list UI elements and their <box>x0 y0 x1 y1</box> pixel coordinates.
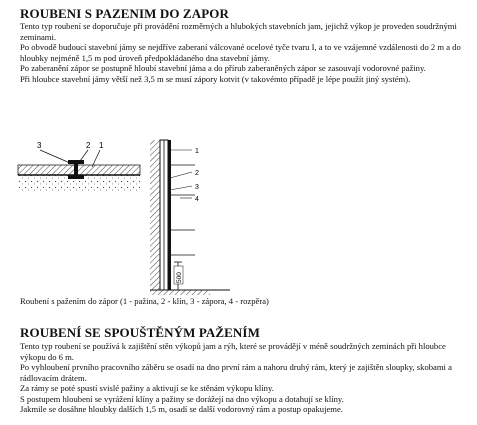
soil-band <box>18 165 140 175</box>
label-2-right: 2 <box>195 170 199 177</box>
paragraph: S postupem hloubení se vyrážení klíny a pažiny se dorážejí na dno výkopu a dotahují se klíny. <box>20 393 344 404</box>
label-1-right: 1 <box>195 148 199 155</box>
dimension-label: 500 <box>176 272 183 283</box>
plan-view <box>18 141 140 191</box>
paragraph: Při hloubce stavební jámy větší než 3,5 m se musí zápory kotvit (v takovémto případě je lépe použít jiný systém). <box>20 73 411 84</box>
section-title-1: ROUBENI S PAZENIM DO ZAPOR <box>20 6 229 21</box>
section-view <box>150 140 230 295</box>
paragraph: Po vyhloubení prvního pracovního záběru se osadí na dno první rám a nahoru druhý rám, který je zajištěn sloupky, skobami a rádlovacím drátem. <box>20 362 452 383</box>
label-3-right: 3 <box>195 184 199 191</box>
label-1: 1 <box>99 141 104 150</box>
paragraph: Za rámy se poté spustí svislé pažiny a aktivují se ke stěnám výkopu klíny. <box>20 383 274 393</box>
soil-wall <box>150 140 160 290</box>
i-beam-web <box>74 164 78 175</box>
paragraph: Po obvodě budoucí stavební jámy se nejdříve zaberaní válcované ocelové tyče tvaru I, a to ve vzájemné vzdálenosti do 2 m a do hloubky nejméně 1,5 m pod úroveň předpokládaného dna stavební jámy. <box>20 42 461 63</box>
ground <box>150 290 210 295</box>
figure-caption: Roubení s pažením do zápor (1 - pažina, 2 - klín, 3 - zápora, 4 - rozpěra) <box>20 296 269 306</box>
section-body-2 <box>20 341 470 415</box>
label-3: 3 <box>37 141 42 150</box>
i-beam-flange-bottom <box>68 175 84 179</box>
paragraph: Jakmile se dosáhne hloubky dalších 1,5 m, osadí se další vodorovný rám a postup opakujeme. <box>20 404 343 414</box>
paragraph: Po zaberanění zápor se postupně hloubí stavební jáma a do přírub zaberaněných zápor se zasouvají vodorovné pažiny. <box>20 63 426 73</box>
label-2: 2 <box>86 141 91 150</box>
i-beam-flange-top <box>68 160 84 164</box>
soldier-pile <box>168 140 171 290</box>
label-4-right: 4 <box>195 196 199 203</box>
paragraph: Tento typ roubení se používá k zajištění stěn výkopů jam a rýh, které se provádějí v méně soudržných zeminách při hloubce výkopu do 6 m. <box>20 341 446 362</box>
paragraph: Tento typ roubení se doporučuje při provádění rozměrných a hlubokých stavebních jam, jejichž výkop je proveden soudržnými zeminami. <box>20 21 457 42</box>
section-title-2: ROUBENÍ SE SPOUŠTĚNÝM PAŽENÍM <box>20 325 260 340</box>
